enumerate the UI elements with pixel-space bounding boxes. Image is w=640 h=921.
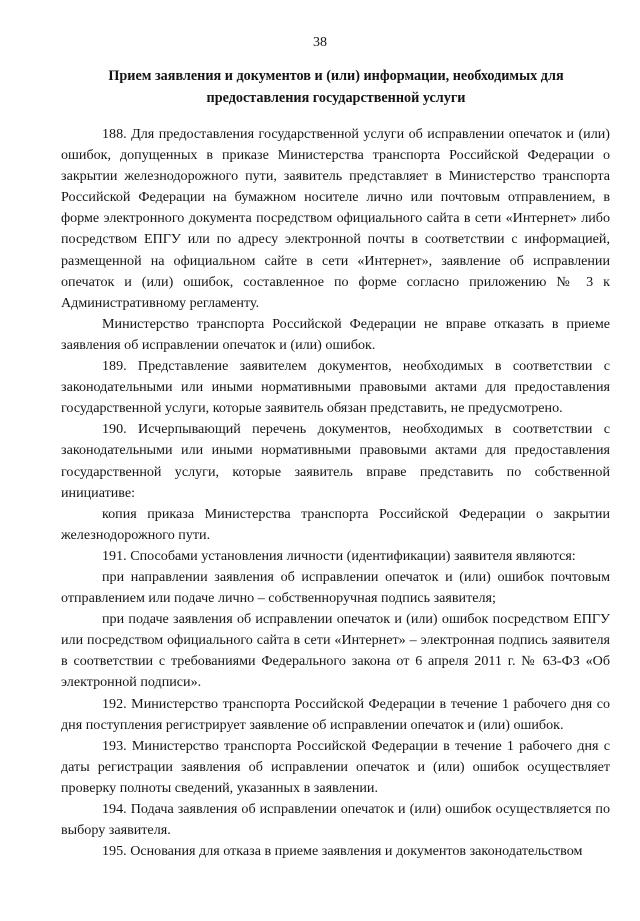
paragraph-191-post: при направлении заявления об исправлении опечаток и (или) ошибок почтовым отправлением или подаче лично – собственноручная подпись заявителя; <box>61 568 610 607</box>
paragraph-190: 190. Исчерпывающий перечень документов, необходимых в соответствии с законодательными или иными нормативными правовыми актами для предоставления государственной услуги, которые заявитель вправе представить по собственной инициативе: <box>61 421 610 501</box>
paragraph-193: 193. Министерство транспорта Российской Федерации в течение 1 рабочего дня с даты регистрации заявления об исправлении опечаток и (или) ошибок осуществляет проверку полноты сведений, указанных в заявлении. <box>61 737 610 796</box>
paragraph-195: 195. Основания для отказа в приеме заявления и документов законодательством <box>102 843 583 860</box>
paragraph-191-electronic: при подаче заявления об исправлении опечаток и (или) ошибок посредством ЕПГУ или посредством официального сайта в сети «Интернет» – электронная подпись заявителя в соответствии с требованиями Федерального закона от 6 апреля 2011 г. № 63-ФЗ «Об электронной подписи». <box>61 611 610 691</box>
paragraph-194: 194. Подача заявления об исправлении опечаток и (или) ошибок осуществляется по выбору заявителя. <box>61 801 610 839</box>
section-heading: Прием заявления и документов и (или) информации, необходимых для предоставления государственной услуги <box>108 68 564 106</box>
paragraph-190-item: копия приказа Министерства транспорта Российской Федерации о закрытии железнодорожного пути. <box>61 505 610 543</box>
document-body <box>61 124 610 862</box>
paragraph-192: 192. Министерство транспорта Российской Федерации в течение 1 рабочего дня со дня поступления регистрирует заявление об исправлении опечаток и (или) ошибок. <box>61 695 610 733</box>
paragraph-188: 188. Для предоставления государственной услуги об исправлении опечаток и (или) ошибок, допущенных в приказе Министерства транспорта Российской Федерации о закрытии железнодорожного пути, заявитель представляет в Министерство транспорта Российской Федерации на бумажном носителе лично или почтовым отправлением, в форме электронного документа посредством официального сайта в сети «Интернет» либо посредством ЕПГУ или по адресу электронной почты в соответствии с информацией, размещенной на официальном сайте в сети «Интернет», заявление об исправлении опечаток и (или) ошибок, составленное по форме согласно приложению № 3 к Административному регламенту. <box>61 126 610 311</box>
page-number: 38 <box>313 35 327 50</box>
paragraph-189: 189. Представление заявителем документов, необходимых в соответствии с законодательными или иными нормативными правовыми актами для предоставления государственной услуги, которые заявитель обязан представить, не предусмотрено. <box>61 358 610 417</box>
paragraph-188-refusal: Министерство транспорта Российской Федерации не вправе отказать в приеме заявления об исправлении опечаток и (или) ошибок. <box>61 315 610 353</box>
paragraph-191: 191. Способами установления личности (идентификации) заявителя являются: <box>102 547 576 564</box>
